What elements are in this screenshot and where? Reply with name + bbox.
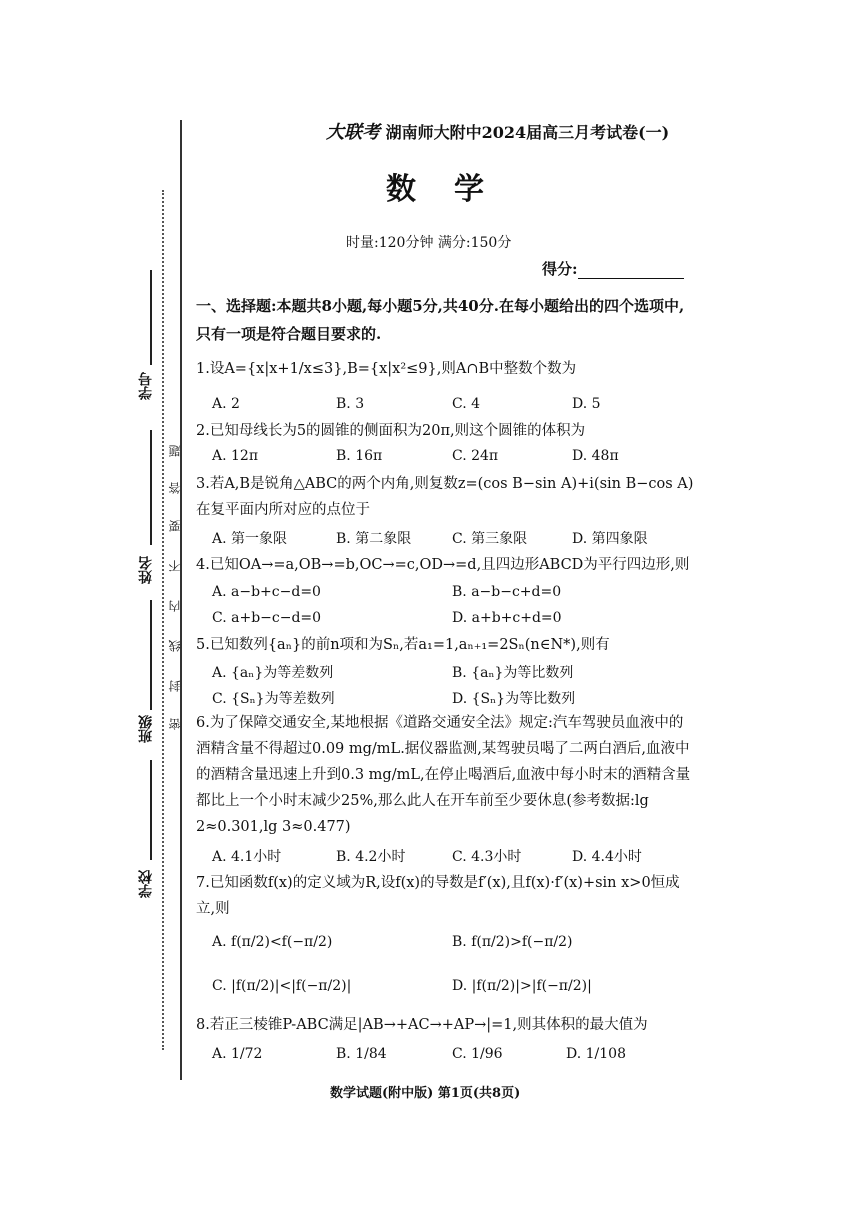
exam-title: 湖南师大附中2024届高三月考试卷(一) [385, 123, 670, 142]
question-5: 5.已知数列{aₙ}的前n项和为Sₙ,若a₁=1,aₙ₊₁=2Sₙ(n∈N*),则有 [196, 637, 610, 653]
option-b: B. {aₙ}为等比数列 [452, 665, 574, 681]
option-d: D. 48π [572, 448, 619, 464]
exam-header [326, 118, 669, 144]
question-4: 4.已知OA→=a,OB→=b,OC→=c,OD→=d,且四边形ABCD为平行四边形,则 [196, 557, 690, 573]
seal-char: 答 [168, 482, 182, 494]
option-c: C. {Sₙ}为等差数列 [212, 691, 335, 707]
option-d: D. |f(π/2)|>|f(−π/2)| [452, 978, 592, 994]
question-1: 1.设A={x|x+1/x≤3},B={x|x²≤9},则A∩B中整数个数为 [196, 361, 577, 377]
option-d: D. 第四象限 [572, 531, 648, 547]
score-line [578, 262, 684, 279]
score-label: 得分: [542, 260, 578, 278]
seal-char: 不 [168, 560, 182, 572]
question-8: 8.若正三棱锥P-ABC满足|AB→+AC→+AP→|=1,则其体积的最大值为 [196, 1017, 648, 1033]
name-label: 姓名 [138, 556, 154, 584]
question-7: 7.已知函数f(x)的定义域为R,设f(x)的导数是f′(x),且f(x)·f′(x)+sin x>0恒成立,则 [196, 875, 680, 917]
option-c: C. 第三象限 [452, 531, 528, 547]
page-footer: 数学试题(附中版) 第1页(共8页) [330, 1086, 521, 1101]
question-2: 2.已知母线长为5的圆锥的侧面积为20π,则这个圆锥的体积为 [196, 423, 586, 439]
seal-char: 封 [168, 680, 182, 692]
class-line [150, 600, 152, 710]
option-c: C. 24π [452, 448, 499, 464]
name-line [150, 430, 152, 545]
section-title: 一、选择题:本题共8小题,每小题5分,共40分.在每小题给出的四个选项中,只有一项是符合题目要求的. [196, 297, 685, 343]
option-c: C. |f(π/2)|<|f(−π/2)| [212, 978, 352, 994]
seal-dotted-line [162, 190, 164, 1050]
class-label: 班级 [138, 715, 154, 743]
school-label: 学校 [138, 870, 154, 898]
option-a: A. 第一象限 [212, 531, 288, 547]
option-c: C. a+b−c−d=0 [212, 610, 322, 626]
student-number-label: 学号 [138, 372, 154, 400]
option-a: A. 12π [212, 448, 259, 464]
option-a: A. 2 [212, 396, 240, 412]
option-b: B. 4.2小时 [336, 849, 406, 865]
option-c: C. 4.3小时 [452, 849, 522, 865]
score-field [542, 258, 684, 279]
option-b: B. a−b−c+d=0 [452, 584, 562, 600]
option-b: B. 3 [336, 396, 365, 412]
option-a: A. 4.1小时 [212, 849, 282, 865]
option-a: A. a−b+c−d=0 [212, 584, 321, 600]
option-d: D. 1/108 [566, 1046, 626, 1062]
student-number-line [150, 270, 152, 365]
option-b: B. 第二象限 [336, 531, 412, 547]
seal-char: 要 [168, 520, 182, 532]
option-d: D. {Sₙ}为等比数列 [452, 691, 576, 707]
seal-char: 线 [168, 640, 182, 652]
question-6: 6.为了保障交通安全,某地根据《道路交通安全法》规定:汽车驾驶员血液中的酒精含量不得超过0.09 mg/mL.据仪器监测,某驾驶员喝了二两白酒后,血液中的酒精含量迅速上升到0.3 mg/mL,在停止喝酒后,血液中每小时末的酒精含量都比上一个小时末减少25%,那么此人在开车前至少要休息(参考数据:lg 2≈0.301,lg 3≈0.477) [196, 715, 691, 835]
binding-margin [0, 0, 205, 1227]
exam-page [196, 0, 696, 1227]
seal-char: 题 [168, 445, 182, 457]
option-c: C. 1/96 [452, 1046, 503, 1062]
option-d: D. 5 [572, 396, 601, 412]
subject-title: 数学 [386, 172, 522, 207]
option-b: B. 16π [336, 448, 383, 464]
school-line [150, 760, 152, 860]
question-3: 3.若A,B是锐角△ABC的两个内角,则复数z=(cos B−sin A)+i(sin B−cos A)在复平面内所对应的点位于 [196, 476, 694, 518]
option-a: A. {aₙ}为等差数列 [212, 665, 334, 681]
option-a: A. f(π/2)<f(−π/2) [212, 934, 333, 950]
brand-name: 大联考 [326, 122, 380, 143]
option-a: A. 1/72 [212, 1046, 263, 1062]
time-info: 时量:120分钟 满分:150分 [346, 235, 512, 251]
seal-char: 内 [168, 600, 182, 612]
seal-char: 密 [168, 718, 182, 730]
option-b: B. 1/84 [336, 1046, 387, 1062]
option-d: D. a+b+c+d=0 [452, 610, 562, 626]
option-d: D. 4.4小时 [572, 849, 642, 865]
option-c: C. 4 [452, 396, 481, 412]
option-b: B. f(π/2)>f(−π/2) [452, 934, 573, 950]
